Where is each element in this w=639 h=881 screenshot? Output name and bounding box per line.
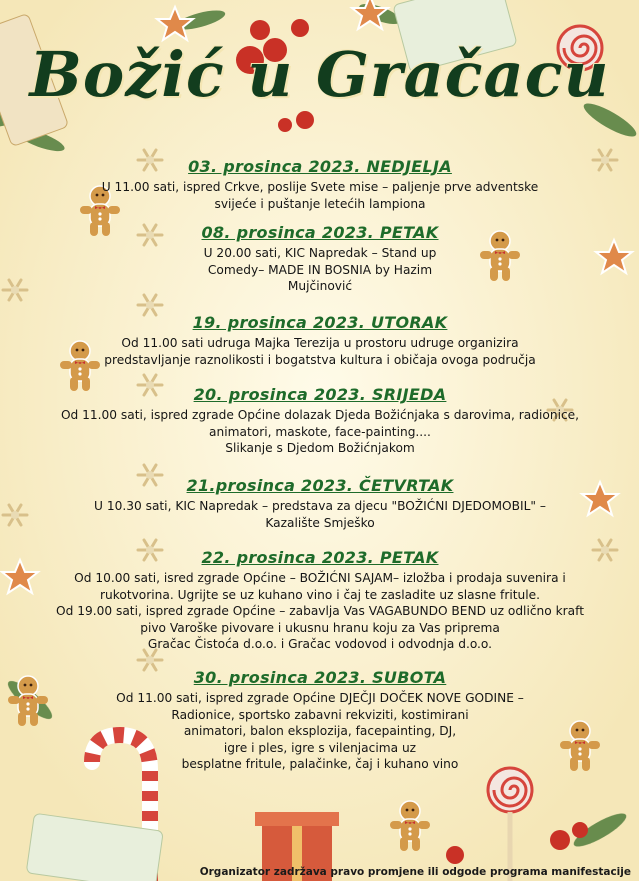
event-5 [40, 476, 600, 531]
event-2 [40, 223, 600, 295]
description-line: predstavljanje raznolikosti i bogatstva kultura i običaja ovoga područja [104, 352, 536, 367]
description-line: svijeće i puštanje letećih lampiona [214, 196, 426, 211]
event-description [40, 335, 600, 368]
description-line: Kazalište Smješko [265, 515, 375, 530]
event-date: 19. prosinca 2023. UTORAK [192, 313, 448, 332]
event-4 [40, 385, 600, 457]
event-description [40, 570, 600, 653]
description-line: Gračac Čistoća d.o.o. i Gračac vodovod i odvodnja d.o.o. [147, 637, 493, 651]
description-line: Od 11.00 sati, ispred zgrade Općine DJEČJI DOČEK NOVE GODINE – [116, 691, 524, 705]
description-line: U 11.00 sati, ispred Crkve, poslije Svete mise – paljenje prve adventske [101, 180, 539, 194]
event-description [40, 245, 600, 295]
description-line: besplatne fritule, palačinke, čaj i kuhano vino [181, 757, 459, 771]
description-line: pivo Varoške pivovare i ukusnu hranu koju za Vas priprema [140, 620, 500, 635]
description-line: U 10.30 sati, KIC Napredak – predstava za djecu "BOŽIĆNI DJEDOMOBIL" – [94, 499, 546, 513]
description-line: igre i ples, igre s vilenjacima uz [223, 740, 417, 755]
event-date: 21.prosinca 2023. ČETVRTAK [186, 476, 454, 495]
event-date: 20. prosinca 2023. SRIJEDA [193, 385, 447, 404]
event-date: 30. prosinca 2023. SUBOTA [193, 668, 447, 687]
description-line: U 20.00 sati, KIC Napredak – Stand up [203, 246, 437, 260]
event-description [40, 407, 600, 457]
event-description [40, 690, 600, 773]
event-date: 08. prosinca 2023. PETAK [201, 223, 439, 242]
description-line: Comedy– MADE IN BOSNIA by Hazim [207, 262, 433, 277]
event-date: 22. prosinca 2023. PETAK [201, 548, 439, 567]
description-line: Od 11.00 sati udruga Majka Terezija u prostoru udruge organizira [121, 336, 519, 350]
event-description [40, 498, 600, 531]
event-6 [40, 548, 600, 653]
description-line: animatori, balon eksplozija, facepainting, DJ, [183, 724, 457, 738]
description-line: Mujčinović [287, 279, 353, 293]
page-title: Božić u Gračacu [29, 38, 610, 111]
description-line: Od 19.00 sati, ispred zgrade Općine – zabavlja Vas VAGABUNDO BEND uz odlično kraft [56, 604, 584, 618]
description-line: rukotvorina. Ugrijte se uz kuhano vino i čaj te zasladite uz slasne fritule. [100, 587, 540, 602]
footer-note: Organizator zadržava pravo promjene ili odgode programa manifestacije [199, 866, 631, 878]
description-line: Od 11.00 sati, ispred zgrade Općine dolazak Djeda Božićnjaka s darovima, radionice, [60, 408, 580, 422]
event-3 [40, 313, 600, 368]
description-line: Radionice, sportsko zabavni rekviziti, kostimirani [171, 707, 469, 722]
description-line: Od 10.00 sati, isred zgrade Općine – BOŽIĆNI SAJAM– izložba i prodaja suvenira i [74, 571, 566, 585]
description-line: animatori, maskote, face-painting.... [209, 424, 431, 439]
event-7 [40, 668, 600, 773]
event-1 [40, 157, 600, 212]
description-line: Slikanje s Djedom Božićnjakom [225, 441, 415, 455]
event-date: 03. prosinca 2023. NEDJELJA [188, 157, 452, 176]
event-description [40, 179, 600, 212]
